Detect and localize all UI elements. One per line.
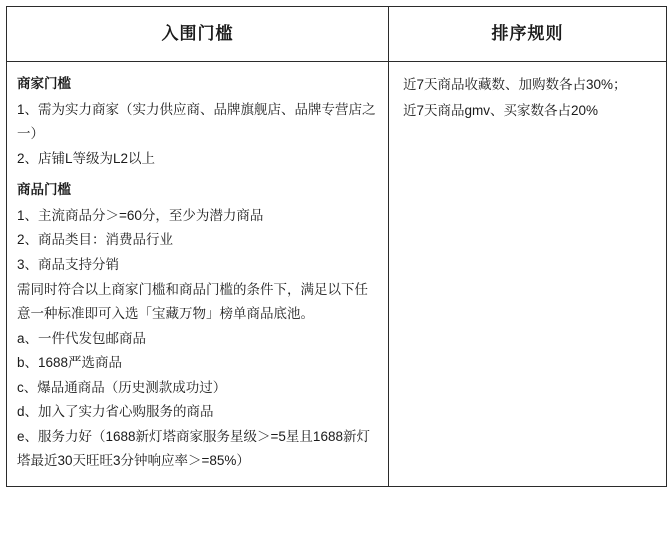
- product-criteria-line-1: 1、主流商品分＞=60分，至少为潜力商品: [17, 207, 264, 223]
- sorting-rule-line-2: 近7天商品gmv、买家数各占20%: [403, 102, 599, 118]
- column-header-sorting-rules: 排序规则: [389, 7, 667, 62]
- merchant-criteria-line-2: 2、店铺L等级为L2以上: [17, 150, 156, 166]
- product-criteria-line-2: 2、商品类目：消费品行业: [17, 232, 174, 248]
- option-line-c: c、爆品通商品（历史测款成功过）: [17, 379, 227, 395]
- table-row: [7, 62, 667, 487]
- option-line-b: b、1688严选商品: [17, 355, 123, 371]
- option-line-a: a、一件代发包邮商品: [17, 330, 147, 346]
- merchant-criteria-title: 商家门槛: [17, 76, 71, 91]
- rules-table: [6, 6, 667, 487]
- entry-criteria-cell: [7, 62, 389, 487]
- product-criteria-title: 商品门槛: [17, 182, 71, 198]
- merchant-criteria-line-1: 1、需为实力商家（实力供应商、品牌旗舰店、品牌专营店之一）: [17, 101, 376, 142]
- table-header: [7, 7, 667, 62]
- criteria-note: 需同时符合以上商家门槛和商品门槛的条件下，满足以下任意一种标准即可入选「宝藏万物」榜单商品底池。: [17, 281, 368, 322]
- table-body: [7, 62, 667, 487]
- option-line-d: d、加入了实力省心购服务的商品: [17, 404, 214, 420]
- sorting-rules-cell: [389, 62, 667, 487]
- table-header-row: [7, 7, 667, 62]
- option-line-e: e、服务力好（1688新灯塔商家服务星级＞=5星且1688新灯塔最近30天旺旺3分钟响应率＞=85%）: [17, 428, 370, 469]
- column-header-entry-criteria: 入围门槛: [7, 7, 389, 62]
- product-criteria-line-3: 3、商品支持分销: [17, 256, 120, 272]
- sorting-rule-line-1: 近7天商品收藏数、加购数各占30%；: [403, 77, 627, 92]
